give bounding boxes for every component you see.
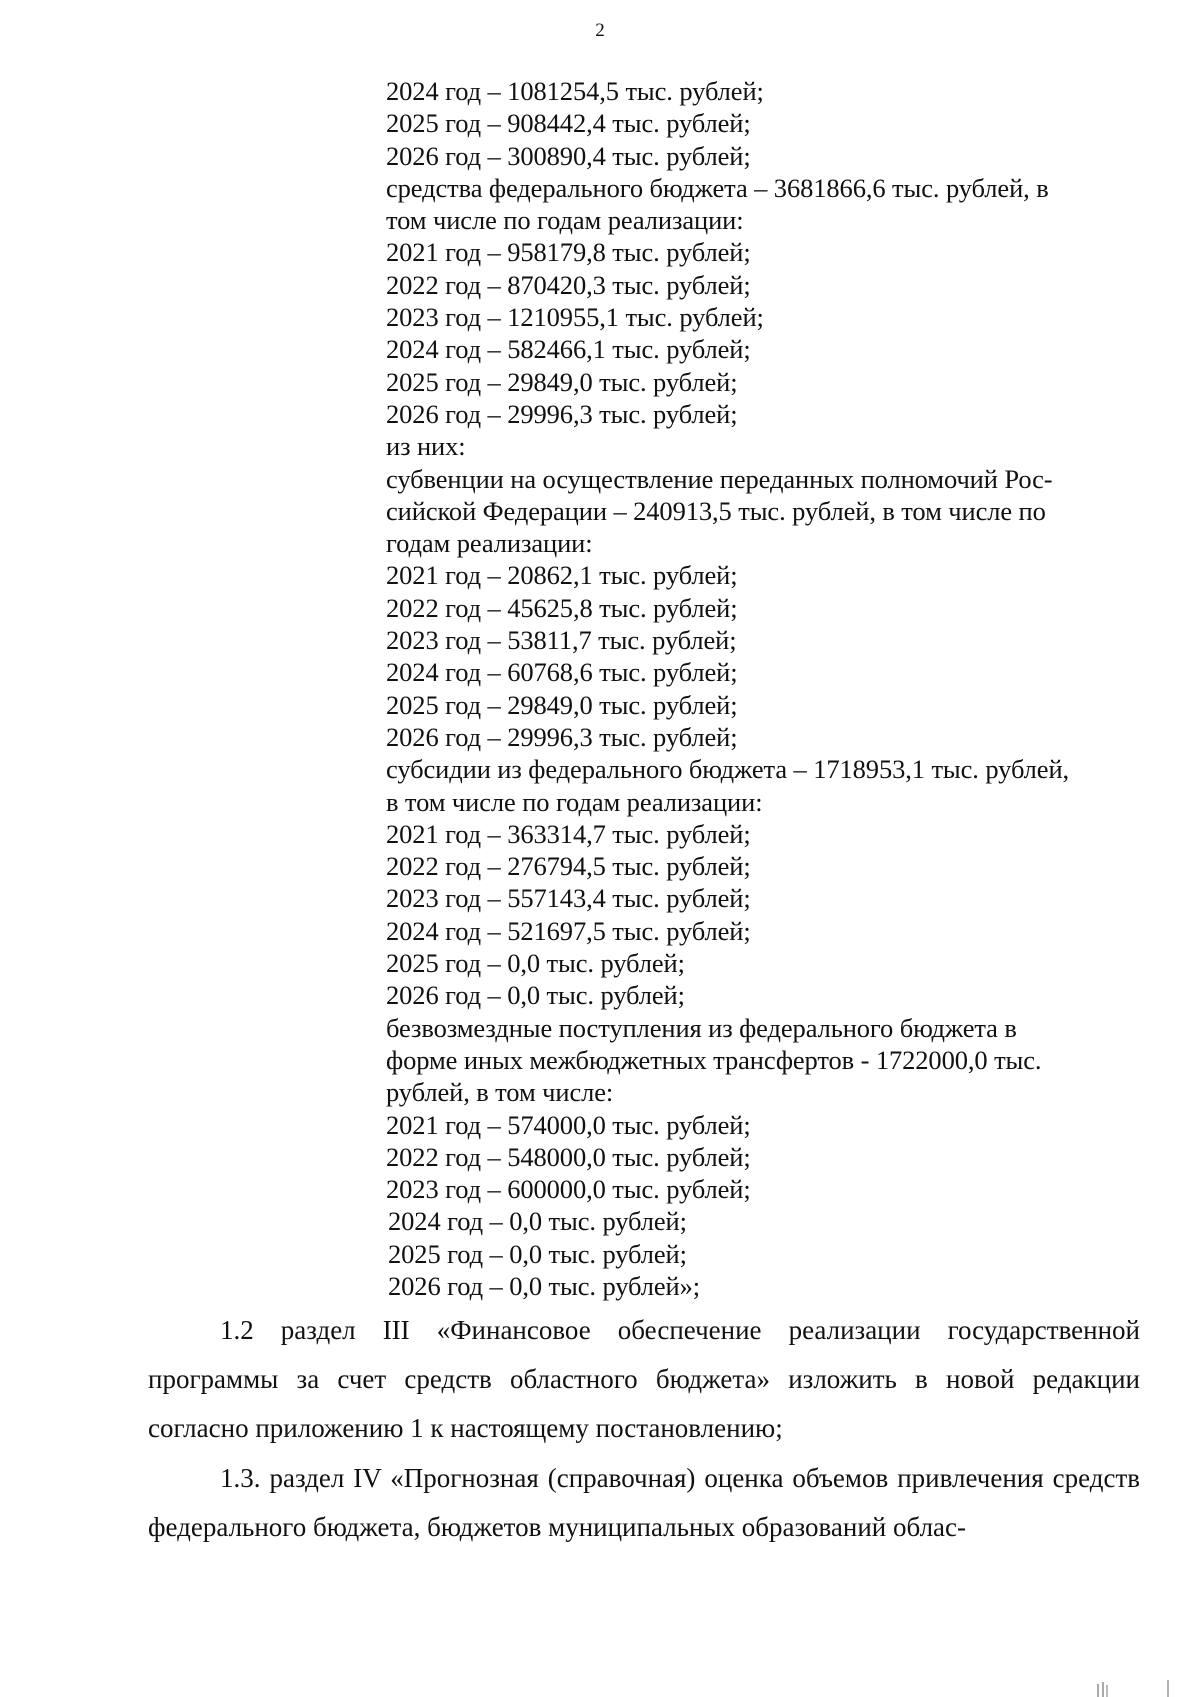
funding-line: 2024 год – 582466,1 тыс. рублей; bbox=[386, 334, 751, 365]
funding-line: годам реализации: bbox=[386, 528, 593, 559]
funding-line: 2026 год – 0,0 тыс. рублей»; bbox=[388, 1270, 701, 1301]
funding-line: 2024 год – 521697,5 тыс. рублей; bbox=[386, 915, 751, 946]
funding-line: форме иных межбюджетных трансфертов - 1722000,0 тыс. bbox=[386, 1044, 1042, 1075]
funding-line: 2023 год – 1210955,1 тыс. рублей; bbox=[386, 302, 764, 333]
funding-line: 2023 год – 53811,7 тыс. рублей; bbox=[386, 625, 737, 656]
funding-line: 2021 год – 363314,7 тыс. рублей; bbox=[386, 818, 751, 849]
funding-line: 2025 год – 29849,0 тыс. рублей; bbox=[386, 366, 738, 397]
funding-line: 2021 год – 574000,0 тыс. рублей; bbox=[386, 1109, 751, 1140]
funding-line: безвозмездные поступления из федерального бюджета в bbox=[386, 1012, 1017, 1043]
funding-line: субсидии из федерального бюджета – 1718953,1 тыс. рублей, bbox=[386, 754, 1070, 785]
funding-line: 2026 год – 29996,3 тыс. рублей; bbox=[386, 721, 738, 752]
funding-line: 2022 год – 45625,8 тыс. рублей; bbox=[386, 592, 738, 623]
funding-line: 2026 год – 29996,3 тыс. рублей; bbox=[386, 398, 738, 429]
funding-line: том числе по годам реализации: bbox=[386, 205, 744, 236]
funding-line: 2023 год – 600000,0 тыс. рублей; bbox=[386, 1174, 751, 1205]
funding-line: 2026 год – 300890,4 тыс. рублей; bbox=[386, 140, 751, 171]
funding-line: 2024 год – 60768,6 тыс. рублей; bbox=[386, 657, 738, 688]
page-number: 2 bbox=[595, 20, 605, 41]
funding-line: субвенции на осуществление переданных полномочий Рос- bbox=[386, 463, 1053, 494]
scan-artifact-marks bbox=[1092, 1676, 1172, 1697]
funding-line: рублей, в том числе: bbox=[386, 1077, 614, 1108]
funding-line: 2021 год – 958179,8 тыс. рублей; bbox=[386, 237, 751, 268]
amendment-item-1-3: 1.3. раздел IV «Прогнозная (справочная) оценка объемов привлечения средств федерального бюджета, бюджетов муниципальных образований облас- bbox=[148, 1463, 1140, 1542]
funding-line: 2023 год – 557143,4 тыс. рублей; bbox=[386, 883, 751, 914]
funding-line: 2025 год – 29849,0 тыс. рублей; bbox=[386, 689, 738, 720]
funding-line: 2024 год – 0,0 тыс. рублей; bbox=[388, 1206, 687, 1237]
funding-line: 2022 год – 548000,0 тыс. рублей; bbox=[386, 1141, 751, 1172]
funding-line: 2021 год – 20862,1 тыс. рублей; bbox=[386, 560, 738, 591]
funding-breakdown bbox=[386, 75, 1146, 1302]
funding-line: 2025 год – 0,0 тыс. рублей; bbox=[386, 948, 685, 979]
funding-line: в том числе по годам реализации: bbox=[386, 786, 763, 817]
funding-line: из них: bbox=[386, 431, 466, 462]
funding-line: 2026 год – 0,0 тыс. рублей; bbox=[386, 980, 685, 1011]
amendment-item-1-2: 1.2 раздел III «Финансовое обеспечение реализации государственной программы за счет средств областного бюджета» изложить в новой редакции согласно приложению 1 к настоящему постановлению; bbox=[148, 1315, 1140, 1443]
funding-line: 2024 год – 1081254,5 тыс. рублей; bbox=[386, 76, 764, 106]
funding-line: средства федерального бюджета – 3681866,6 тыс. рублей, в bbox=[386, 172, 1049, 203]
funding-line: сийской Федерации – 240913,5 тыс. рублей, в том числе по bbox=[386, 495, 1046, 526]
funding-line: 2025 год – 0,0 тыс. рублей; bbox=[388, 1238, 687, 1269]
funding-line: 2025 год – 908442,4 тыс. рублей; bbox=[386, 108, 751, 139]
funding-line: 2022 год – 870420,3 тыс. рублей; bbox=[386, 269, 751, 300]
funding-line: 2022 год – 276794,5 тыс. рублей; bbox=[386, 851, 751, 882]
